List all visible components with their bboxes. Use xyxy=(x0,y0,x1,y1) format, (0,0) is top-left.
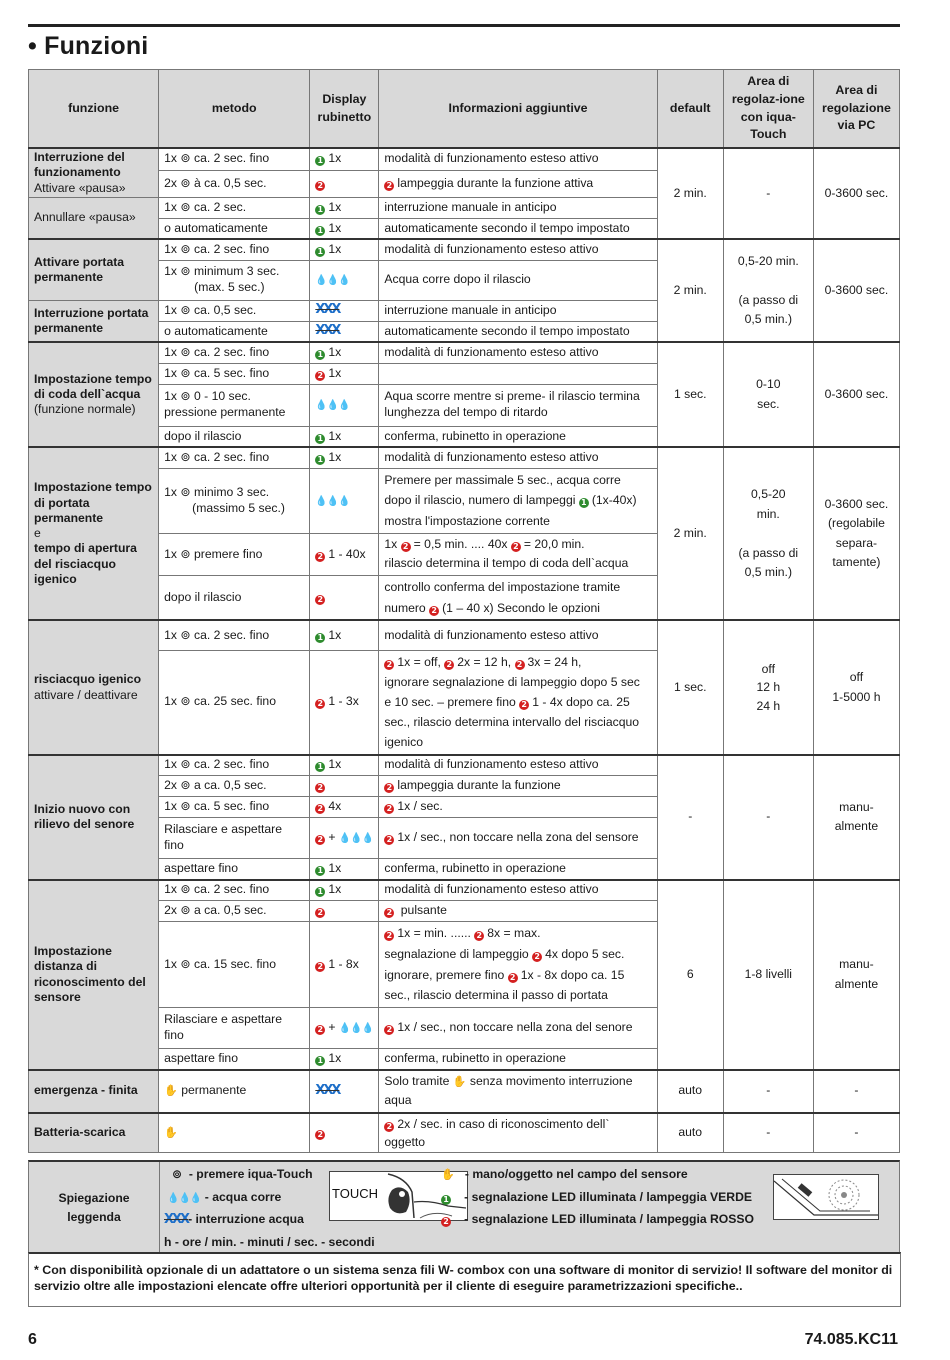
water-stop-icon: XXX xyxy=(315,302,340,318)
group-inizio-nuovo xyxy=(29,755,900,880)
info-cell: 2 2x / sec. in caso di riconoscimento dell` oggetto xyxy=(379,1113,657,1153)
green-led-icon: 1 xyxy=(315,887,325,897)
red-led-icon: 2 xyxy=(315,371,325,381)
pc-range-cell: manu- almente xyxy=(813,880,899,1070)
display-cell xyxy=(310,1070,379,1113)
function-cell xyxy=(29,197,159,239)
display-cell: 1 1x xyxy=(310,755,379,776)
function-cell: Impostazione tempo di portata permanente e tempo di apertura del risciacquo igenico xyxy=(29,447,159,620)
function-sub: Attivare «pausa» xyxy=(34,180,126,195)
header-display: Display rubinetto xyxy=(310,70,379,149)
display-cell: 1 1x xyxy=(310,620,379,650)
header-info: Informazioni aggiuntive xyxy=(379,70,657,149)
red-led-icon: 2 xyxy=(429,606,439,616)
default-cell: 1 sec. xyxy=(657,342,723,447)
water-stop-icon: XXX xyxy=(315,1082,340,1098)
touch-range-cell: 0-10 sec. xyxy=(723,342,813,447)
method-cell: ✋ permanente xyxy=(159,1070,310,1113)
green-led-icon: 1 xyxy=(315,247,325,257)
red-led-icon: 2 xyxy=(384,908,394,918)
red-led-icon: 2 xyxy=(384,660,394,670)
pc-range-cell: 0-3600 sec. xyxy=(813,148,899,239)
functions-table xyxy=(28,69,900,1153)
display-cell: 1 1x xyxy=(310,197,379,218)
red-led-icon: 2 xyxy=(384,931,394,941)
red-led-icon: 2 xyxy=(384,783,394,793)
green-led-icon: 1 xyxy=(315,762,325,772)
method-cell: o automaticamente xyxy=(159,218,310,239)
header-area-pc: Area di regolazione via PC xyxy=(813,70,899,149)
green-led-icon: 1 xyxy=(315,205,325,215)
function-name: Interruzione del funzionamento xyxy=(34,150,125,180)
group-emergenza xyxy=(29,1070,900,1113)
red-led-icon: 2 xyxy=(384,1025,394,1035)
info-cell: conferma, rubinetto in operazione xyxy=(379,1049,657,1070)
info-cell: 2 1x = off, 2 2x = 12 h, 2 3x = 24 h, ignorare segnalazione di lampeggio dopo 5 sec e 10 sec. – premere fino 2 1 - 4x dopo ca. 25 sec., rilascio determina intervallo del risciacquo igenico xyxy=(379,650,657,754)
touch-range-cell: - xyxy=(723,1113,813,1153)
display-cell: 1 1x xyxy=(310,148,379,170)
red-led-icon: 2 xyxy=(384,1122,394,1132)
table-header xyxy=(29,70,900,149)
footnote: * Con disponibilità opzionale di un adattatore o un sistema senza fili W- combox con una software di monitor di servizio! Il software del monitor di servizio oltre alle impostazioni elencate offre ulteriori opportunità per il cliente di eseguire parametrizzazioni specifiche.. xyxy=(28,1252,901,1307)
legend-units: h - ore / min. - minuti / sec. - secondi xyxy=(164,1235,375,1249)
method-cell: 1x ⊚ ca. 15 sec. fino xyxy=(159,922,310,1008)
display-cell: 2 + 💧💧💧 xyxy=(310,818,379,859)
method-cell: 2x ⊚ à ca. 0,5 sec. xyxy=(159,170,310,197)
page-title: • Funzioni xyxy=(28,32,149,60)
green-led-icon: 1 xyxy=(441,1195,451,1205)
function-cell: Interruzione portata permanente xyxy=(29,300,159,342)
display-cell: 1 1x xyxy=(310,218,379,239)
info-cell: controllo conferma del impostazione tramite numero 2 (1 – 40 x) Secondo le opzioni xyxy=(379,575,657,620)
red-led-icon: 2 xyxy=(519,700,529,710)
function-cell: Impostazione tempo di coda dell`acqua (funzione normale) xyxy=(29,342,159,447)
red-led-icon: 2 xyxy=(315,552,325,562)
water-stop-icon: XXX xyxy=(164,1212,189,1227)
info-cell xyxy=(379,363,657,384)
touch-range-cell: 1-8 livelli xyxy=(723,880,813,1070)
touch-range-cell: - xyxy=(723,1070,813,1113)
default-cell: 6 xyxy=(657,880,723,1070)
function-cell: Attivare portata permanente xyxy=(29,239,159,300)
info-cell: modalità di funzionamento esteso attivo xyxy=(379,342,657,363)
info-cell: 2 1x / sec., non toccare nella zona del sensore xyxy=(379,818,657,859)
header-default: default xyxy=(657,70,723,149)
faucet-sensor-icon xyxy=(774,1175,878,1219)
touch-button-icon: ⊚ xyxy=(172,1167,183,1181)
function-cell xyxy=(29,148,159,197)
display-cell: 1 1x xyxy=(310,1049,379,1070)
touch-label: TOUCH xyxy=(332,1186,378,1201)
group-portata-permanente xyxy=(29,239,900,342)
method-cell: 1x ⊚ ca. 5 sec. fino xyxy=(159,797,310,818)
default-cell: auto xyxy=(657,1113,723,1153)
method-cell: 1x ⊚ minimo 3 sec. (massimo 5 sec.) xyxy=(159,468,310,533)
red-led-icon: 2 xyxy=(384,181,394,191)
red-led-icon: 2 xyxy=(315,1130,325,1140)
info-cell: 2 1x / sec. xyxy=(379,797,657,818)
group-tempo-portata xyxy=(29,447,900,620)
red-led-icon: 2 xyxy=(508,973,518,983)
red-led-icon: 2 xyxy=(315,595,325,605)
info-cell: 1x 2 = 0,5 min. .... 40x 2 = 20,0 min. rilascio determina il tempo di coda dell`acqua xyxy=(379,533,657,575)
red-led-icon: 2 xyxy=(474,931,484,941)
default-cell: 2 min. xyxy=(657,239,723,342)
table-row xyxy=(29,1113,900,1153)
method-cell: aspettare fino xyxy=(159,859,310,880)
red-led-icon: 2 xyxy=(444,660,454,670)
green-led-icon: 1 xyxy=(315,866,325,876)
table-row xyxy=(29,239,900,260)
hand-icon: ✋ xyxy=(164,1125,178,1139)
legend-label: Spiegazione leggenda xyxy=(29,1162,160,1253)
green-led-icon: 1 xyxy=(315,455,325,465)
info-cell: interruzione manuale in anticipo xyxy=(379,300,657,321)
method-cell: 2x ⊚ a ca. 0,5 sec. xyxy=(159,901,310,922)
pc-range-cell: - xyxy=(813,1113,899,1153)
info-cell: conferma, rubinetto in operazione xyxy=(379,426,657,447)
method-cell: 1x ⊚ minimum 3 sec. (max. 5 sec.) xyxy=(159,260,310,300)
legend-touch: ⊚ - premere iqua-Touch xyxy=(172,1167,313,1181)
method-cell: aspettare fino xyxy=(159,1049,310,1070)
table-row xyxy=(29,620,900,650)
info-cell: automaticamente secondo il tempo impostato xyxy=(379,321,657,342)
red-led-icon: 2 xyxy=(384,835,394,845)
function-cell: emergenza - finita xyxy=(29,1070,159,1113)
method-cell: dopo il rilascio xyxy=(159,426,310,447)
header-area-touch: Area di regolaz-ione con iqua-Touch xyxy=(723,70,813,149)
group-interruzione xyxy=(29,148,900,239)
group-risciacquo xyxy=(29,620,900,754)
info-cell: interruzione manuale in anticipo xyxy=(379,197,657,218)
header-metodo: metodo xyxy=(159,70,310,149)
info-cell: conferma, rubinetto in operazione xyxy=(379,859,657,880)
method-cell: 1x ⊚ ca. 0,5 sec. xyxy=(159,300,310,321)
red-led-icon: 2 xyxy=(315,835,325,845)
red-led-icon: 2 xyxy=(441,1217,451,1227)
default-cell: 2 min. xyxy=(657,148,723,239)
display-cell: 1 1x xyxy=(310,342,379,363)
red-led-icon: 2 xyxy=(315,962,325,972)
sensor-illustration xyxy=(773,1174,879,1220)
display-cell xyxy=(310,300,379,321)
table-row xyxy=(29,148,900,170)
group-tempo-coda xyxy=(29,342,900,447)
function-cell: Inizio nuovo con rilievo del senore xyxy=(29,755,159,880)
legend xyxy=(28,1160,900,1254)
table-row xyxy=(29,447,900,468)
info-cell: 2 lampeggia durante la funzione xyxy=(379,776,657,797)
legend-stop: XXX- interruzione acqua xyxy=(164,1212,304,1227)
function-cell: Impostazione distanza di riconoscimento del sensore xyxy=(29,880,159,1070)
red-led-icon: 2 xyxy=(315,908,325,918)
green-led-icon: 1 xyxy=(315,156,325,166)
info-cell: modalità di funzionamento esteso attivo xyxy=(379,447,657,468)
water-drops-icon: 💧💧💧 xyxy=(315,495,350,507)
water-drops-icon: 💧💧💧 xyxy=(167,1193,202,1204)
display-cell xyxy=(310,776,379,797)
method-cell: 1x ⊚ ca. 2 sec. fino xyxy=(159,342,310,363)
method-cell: 1x ⊚ ca. 2 sec. fino xyxy=(159,880,310,901)
info-cell: modalità di funzionamento esteso attivo xyxy=(379,880,657,901)
red-led-icon: 2 xyxy=(401,542,411,552)
info-cell: automaticamente secondo il tempo impostato xyxy=(379,218,657,239)
pc-range-cell: 0-3600 sec. xyxy=(813,239,899,342)
display-cell xyxy=(310,901,379,922)
header-funzione: funzione xyxy=(29,70,159,149)
default-cell: 2 min. xyxy=(657,447,723,620)
top-rule xyxy=(28,24,900,27)
info-cell: 2 1x = min. ...... 2 8x = max. segnalazione di lampeggio 2 4x dopo 5 sec. ignorare, premere fino 2 1x - 8x dopo ca. 15 sec., rilascio determina il passo di portata xyxy=(379,922,657,1008)
method-cell: 1x ⊚ ca. 2 sec. fino xyxy=(159,148,310,170)
document-code: 74.085.KC11 xyxy=(804,1331,898,1348)
default-cell: 1 sec. xyxy=(657,620,723,754)
red-led-icon: 2 xyxy=(315,181,325,191)
legend-green: 1 - segnalazione LED illuminata / lampeggia VERDE xyxy=(441,1190,752,1205)
display-cell xyxy=(310,260,379,300)
red-led-icon: 2 xyxy=(315,699,325,709)
info-cell: 2 pulsante xyxy=(379,901,657,922)
water-drops-icon: 💧💧💧 xyxy=(338,833,374,845)
page-number: 6 xyxy=(28,1331,37,1348)
legend-water: 💧💧💧 - acqua corre xyxy=(167,1190,282,1204)
display-cell xyxy=(310,321,379,342)
default-cell: - xyxy=(657,755,723,880)
hand-icon: ✋ xyxy=(441,1168,455,1181)
method-cell: 1x ⊚ ca. 2 sec. fino xyxy=(159,620,310,650)
method-cell: 1x ⊚ ca. 2 sec. fino xyxy=(159,447,310,468)
green-led-icon: 1 xyxy=(315,226,325,236)
touch-range-cell: - xyxy=(723,755,813,880)
display-cell: 1 1x xyxy=(310,880,379,901)
water-drops-icon: 💧💧💧 xyxy=(338,1023,374,1035)
display-cell: 1 1x xyxy=(310,239,379,260)
green-led-icon: 1 xyxy=(315,633,325,643)
display-cell xyxy=(310,1113,379,1153)
display-cell: 2 4x xyxy=(310,797,379,818)
red-led-icon: 2 xyxy=(315,783,325,793)
method-cell: 1x ⊚ ca. 2 sec. xyxy=(159,197,310,218)
hand-icon: ✋ xyxy=(164,1084,178,1098)
touch-range-cell: - xyxy=(723,148,813,239)
display-cell: 2 + 💧💧💧 xyxy=(310,1008,379,1049)
function-cell: Batteria-scarica xyxy=(29,1113,159,1153)
touch-range-cell: 0,5-20 min. (a passo di 0,5 min.) xyxy=(723,239,813,342)
table-row xyxy=(29,880,900,901)
display-cell: 2 1x xyxy=(310,363,379,384)
display-cell: 1 1x xyxy=(310,426,379,447)
method-cell: o automaticamente xyxy=(159,321,310,342)
display-cell: 2 1 - 3x xyxy=(310,650,379,754)
function-cell: risciacquo igenico attivare / deattivare xyxy=(29,620,159,754)
info-cell: modalità di funzionamento esteso attivo xyxy=(379,620,657,650)
water-drops-icon: 💧💧💧 xyxy=(315,275,350,287)
group-distanza-sensore xyxy=(29,880,900,1070)
default-cell: auto xyxy=(657,1070,723,1113)
method-cell: 2x ⊚ a ca. 0,5 sec. xyxy=(159,776,310,797)
method-cell: 1x ⊚ ca. 5 sec. fino xyxy=(159,363,310,384)
info-cell: Premere per massimale 5 sec., acqua corre dopo il rilascio, numero di lampeggi 1 (1x-40x) mostra l'impostazione corrente xyxy=(379,468,657,533)
pc-range-cell: 0-3600 sec. (regolabile separa- tamente) xyxy=(813,447,899,620)
display-cell xyxy=(310,384,379,426)
table-row xyxy=(29,342,900,363)
display-cell xyxy=(310,575,379,620)
info-cell: modalità di funzionamento esteso attivo xyxy=(379,755,657,776)
group-batteria xyxy=(29,1113,900,1153)
touch-range-cell: off 12 h 24 h xyxy=(723,620,813,754)
pc-range-cell: 0-3600 sec. xyxy=(813,342,899,447)
legend-red: 2 - segnalazione LED illuminata / lampeggia ROSSO xyxy=(441,1212,754,1227)
info-cell: Aqua scorre mentre si preme- il rilascio termina lunghezza del tempo di ritardo xyxy=(379,384,657,426)
method-cell: 1x ⊚ ca. 2 sec. fino xyxy=(159,239,310,260)
pc-range-cell: off 1-5000 h xyxy=(813,620,899,754)
green-led-icon: 1 xyxy=(315,1056,325,1066)
function-sub: Annullare «pausa» xyxy=(34,210,136,225)
method-cell: 1x ⊚ 0 - 10 sec. pressione permanente xyxy=(159,384,310,426)
green-led-icon: 1 xyxy=(579,498,589,508)
method-cell: dopo il rilascio xyxy=(159,575,310,620)
info-cell: modalità di funzionamento esteso attivo xyxy=(379,148,657,170)
method-cell: 1x ⊚ ca. 25 sec. fino xyxy=(159,650,310,754)
red-led-icon: 2 xyxy=(515,660,525,670)
display-cell xyxy=(310,170,379,197)
info-cell: Acqua corre dopo il rilascio xyxy=(379,260,657,300)
method-cell xyxy=(159,1113,310,1153)
hand-icon: ✋ xyxy=(452,1074,467,1088)
display-cell xyxy=(310,468,379,533)
red-led-icon: 2 xyxy=(315,804,325,814)
method-cell: Rilasciare e aspettare fino xyxy=(159,818,310,859)
water-drops-icon: 💧💧💧 xyxy=(315,400,350,412)
legend-hand: ✋ - mano/oggetto nel campo del sensore xyxy=(441,1167,688,1181)
pc-range-cell: - xyxy=(813,1070,899,1113)
info-cell: 2 lampeggia durante la funzione attiva xyxy=(379,170,657,197)
green-led-icon: 1 xyxy=(315,434,325,444)
green-led-icon: 1 xyxy=(315,350,325,360)
display-cell: 1 1x xyxy=(310,859,379,880)
method-cell: Rilasciare e aspettare fino xyxy=(159,1008,310,1049)
table-row xyxy=(29,1070,900,1113)
red-led-icon: 2 xyxy=(315,1025,325,1035)
red-led-icon: 2 xyxy=(384,804,394,814)
display-cell: 2 1 - 40x xyxy=(310,533,379,575)
water-stop-icon: XXX xyxy=(315,323,340,339)
method-cell: 1x ⊚ premere fino xyxy=(159,533,310,575)
info-cell: Solo tramite ✋ senza movimento interruzione aqua xyxy=(379,1070,657,1113)
red-led-icon: 2 xyxy=(511,542,521,552)
pc-range-cell: manu- almente xyxy=(813,755,899,880)
table-row xyxy=(29,755,900,776)
method-cell: 1x ⊚ ca. 2 sec. fino xyxy=(159,755,310,776)
info-cell: 2 1x / sec., non toccare nella zona del senore xyxy=(379,1008,657,1049)
info-cell: modalità di funzionamento esteso attivo xyxy=(379,239,657,260)
red-led-icon: 2 xyxy=(532,952,542,962)
display-cell: 1 1x xyxy=(310,447,379,468)
touch-range-cell: 0,5-20 min. (a passo di 0,5 min.) xyxy=(723,447,813,620)
display-cell: 2 1 - 8x xyxy=(310,922,379,1008)
